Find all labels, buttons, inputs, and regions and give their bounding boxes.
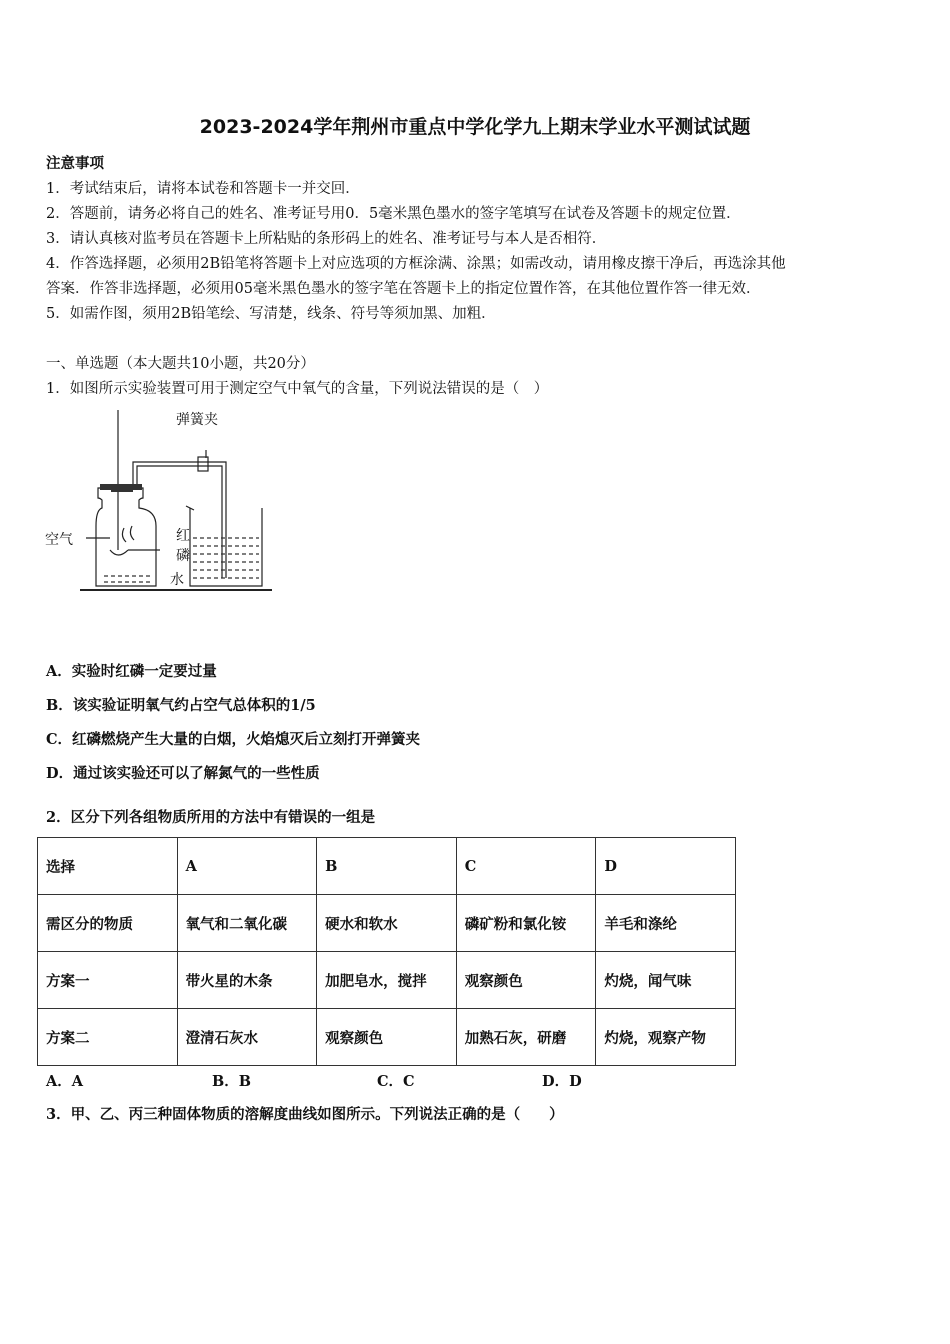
comparison-table [37,837,736,1066]
page-title: 2023-2024学年荆州市重点中学化学九上期末学业水平测试试题 [199,116,751,138]
table-cell: 选择 [38,838,178,895]
notice-item: 4．作答选择题，必须用2B铅笔将答题卡上对应选项的方框涂满、涂黑；如需改动，请用橡皮擦干净后，再选涂其他 [46,256,786,272]
label-clamp: 弹簧夹 [176,412,218,428]
table-row [38,1009,736,1066]
q2-answer-a[interactable]: A．A [46,1073,84,1090]
table-cell: C [456,838,596,895]
q1-option-a[interactable]: A．实验时红磷一定要过量 [46,663,217,680]
table-cell: 带火星的木条 [177,952,317,1009]
table-cell: 澄清石灰水 [177,1009,317,1066]
table-cell: 灼烧，闻气味 [596,952,736,1009]
table-cell: 硬水和软水 [317,895,457,952]
q2-answer-d[interactable]: D．D [542,1073,582,1090]
notice-heading: 注意事项 [46,155,104,172]
notice-item: 5．如需作图，须用2B铅笔绘、写清楚，线条、符号等须加黑、加粗． [46,306,496,322]
table-row [38,895,736,952]
table-cell: 观察颜色 [456,952,596,1009]
q1-option-c[interactable]: C．红磷燃烧产生大量的白烟，火焰熄灭后立刻打开弹簧夹 [46,731,421,748]
table-cell: 方案二 [38,1009,178,1066]
q2-answer-c[interactable]: C．C [377,1073,415,1090]
table-cell: 氧气和二氧化碳 [177,895,317,952]
table-cell: 羊毛和涤纶 [596,895,736,952]
table-cell: 观察颜色 [317,1009,457,1066]
label-phosphorus: 磷 [176,548,190,564]
section-heading: 一、单选题（本大题共10小题，共20分） [46,356,315,372]
label-water: 水 [170,572,184,588]
table-cell: 加熟石灰，研磨 [456,1009,596,1066]
table-row [38,952,736,1009]
q1-option-d[interactable]: D．通过该实验还可以了解氮气的一些性质 [46,765,320,782]
table-cell: 磷矿粉和氯化铵 [456,895,596,952]
table-row [38,838,736,895]
notice-item: 1．考试结束后，请将本试卷和答题卡一并交回． [46,181,360,197]
table-cell: 需区分的物质 [38,895,178,952]
notice-item: 2．答题前，请务必将自己的姓名、准考证号用0．5毫米黑色墨水的签字笔填写在试卷及答题卡的规定位置． [46,206,741,222]
table-cell: 加肥皂水，搅拌 [317,952,457,1009]
label-air: 空气 [45,532,73,548]
table-cell: 方案一 [38,952,178,1009]
table-cell: A [177,838,317,895]
q2-answer-b[interactable]: B．B [212,1073,252,1090]
question-3-stem: 3．甲、乙、丙三种固体物质的溶解度曲线如图所示。下列说法正确的是（ ） [46,1106,564,1123]
notice-item: 3．请认真核对监考员在答题卡上所粘贴的条形码上的姓名、准考证号与本人是否相符． [46,231,607,247]
table-cell: D [596,838,736,895]
oxygen-experiment-figure [40,400,280,600]
table-cell: 灼烧，观察产物 [596,1009,736,1066]
label-red: 红 [176,528,190,544]
question-1-stem: 1．如图所示实验装置可用于测定空气中氧气的含量，下列说法错误的是（ ） [46,381,549,397]
notice-item: 答案．作答非选择题，必须用05毫米黑色墨水的签字笔在答题卡上的指定位置作答，在其他位置作答一律无效． [46,281,761,297]
question-2-stem: 2．区分下列各组物质所用的方法中有错误的一组是 [46,809,376,826]
q1-option-b[interactable]: B．该实验证明氧气约占空气总体积的1/5 [46,697,316,714]
table-cell: B [317,838,457,895]
